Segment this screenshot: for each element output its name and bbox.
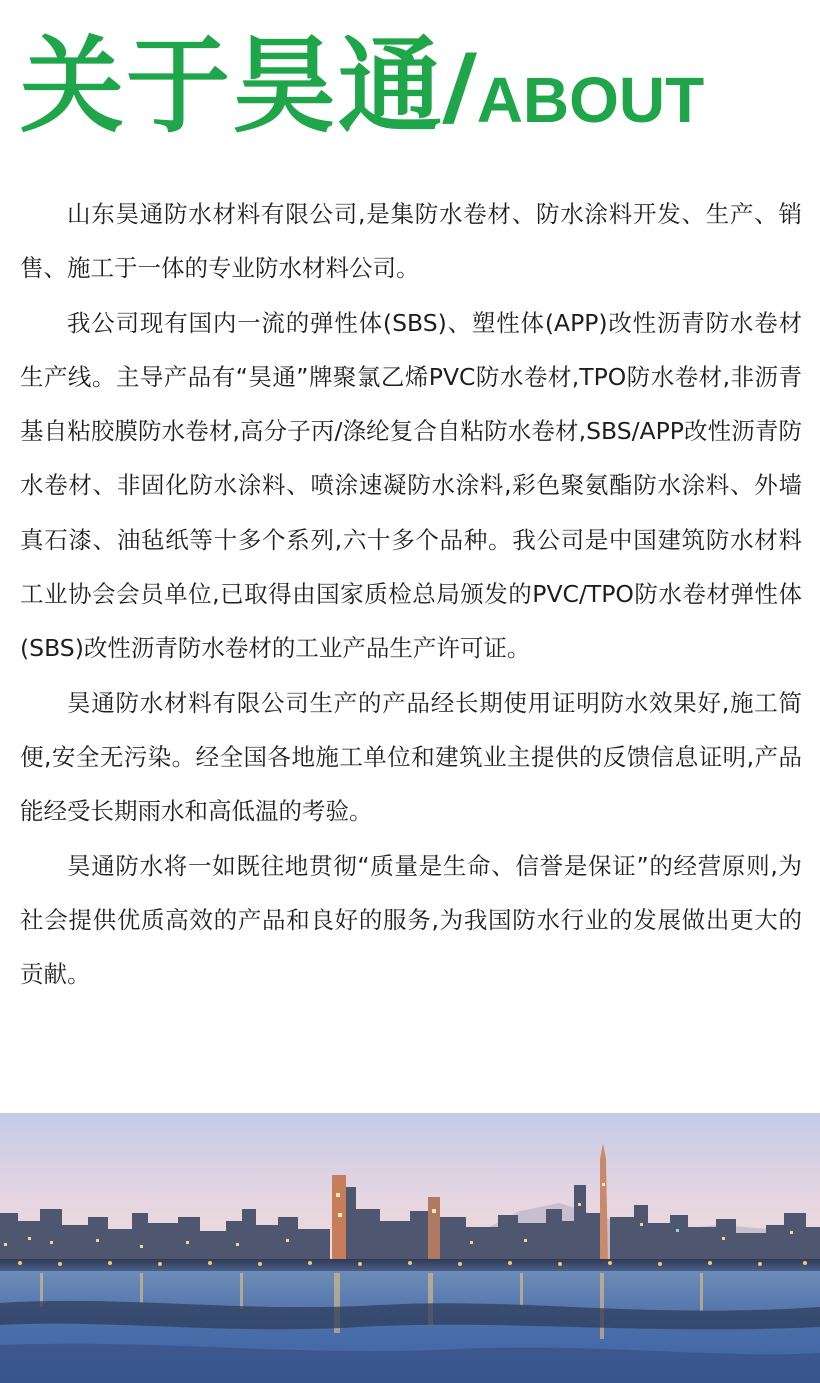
page-title-chinese: 关于昊通 xyxy=(20,25,445,147)
intro-paragraph-2: 我公司现有国内一流的弹性体(SBS)、塑性体(APP)改性沥青防水卷材生产线。主导产品有“昊通”牌聚氯乙烯PVC防水卷材,TPO防水卷材,非沥青基自粘胶膜防水卷材,高分子丙/涤纶复合自粘防水卷材,SBS/APP改性沥青防水卷材、非固化防水涂料、喷涂速凝防水涂料,彩色聚氨酯防水涂料、外墙真石漆、油毡纸等十多个系列,六十多个品种。我公司是中国建筑防水材料工业协会会员单位,已取得由国家质检总局颁发的PVC/TPO防水卷材弹性体(SBS)改性沥青防水卷材的工业产品生产许可证。 xyxy=(20,308,802,663)
city-skyline-photo xyxy=(0,1113,820,1383)
intro-paragraph-4: 昊通防水将一如既往地贯彻“质量是生命、信誉是保证”的经营原则,为社会提供优质高效的产品和良好的服务,为我国防水行业的发展做出更大的贡献。 xyxy=(20,851,802,989)
intro-paragraph-3: 昊通防水材料有限公司生产的产品经长期使用证明防水效果好,施工简便,安全无污染。经全国各地施工单位和建筑业主提供的反馈信息证明,产品能经受长期雨水和高低温的考验。 xyxy=(20,688,802,826)
page-title-english: ABOUT xyxy=(476,64,705,136)
page-title-slash: / xyxy=(438,36,481,143)
company-introduction xyxy=(20,187,802,1001)
page-title xyxy=(20,18,800,147)
intro-paragraph-1: 山东昊通防水材料有限公司,是集防水卷材、防水涂料开发、生产、销售、施工于一体的专业防水材料公司。 xyxy=(20,200,802,283)
